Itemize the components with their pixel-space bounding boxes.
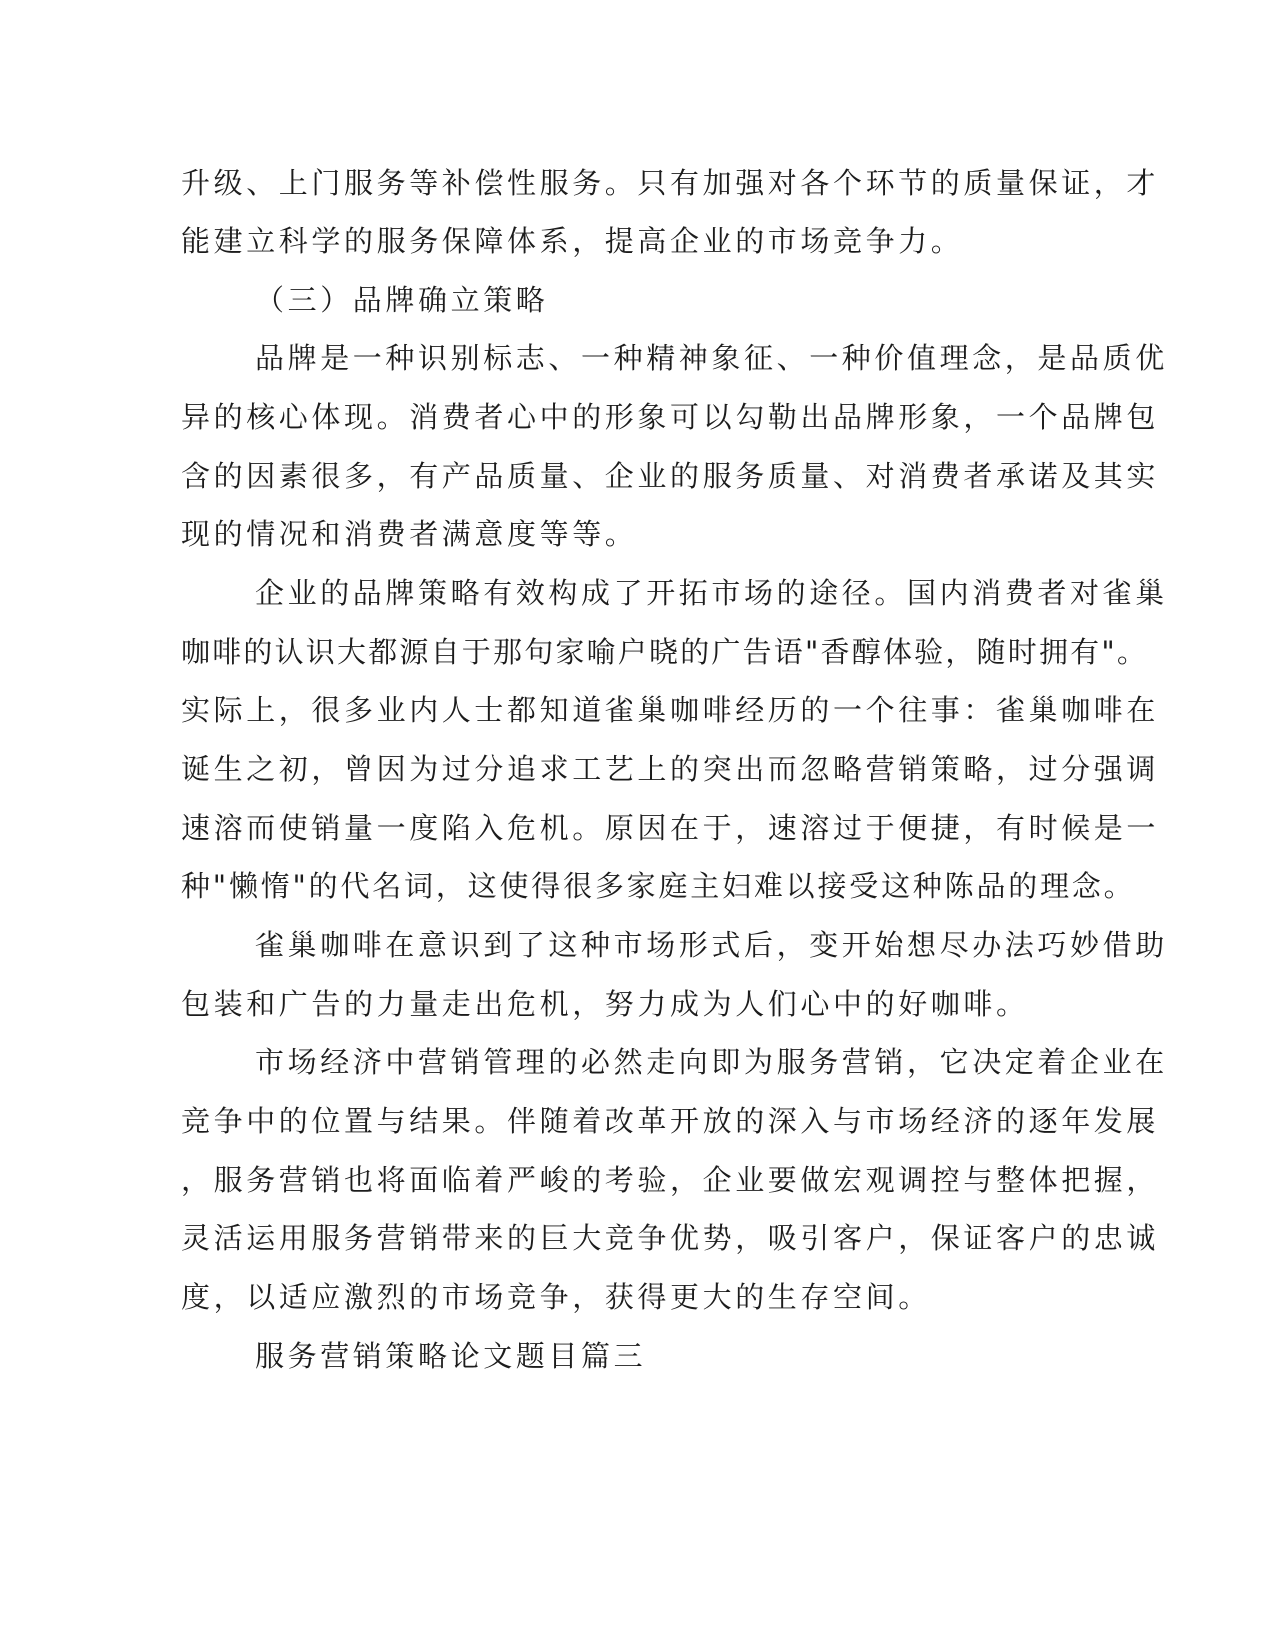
text-line-9: 咖啡的认识大都源自于那句家喻户晓的广告语"香醇体验，随时拥有"。 (181, 635, 1149, 669)
text-line-13: 种"懒惰"的代名词，这使得很多家庭主妇难以接受这种陈品的理念。 (181, 869, 1136, 903)
text-line-4: 品牌是一种识别标志、一种精神象征、一种价值理念，是品质优 (255, 341, 1168, 375)
text-line-5: 异的核心体现。消费者心中的形象可以勾勒出品牌形象，一个品牌包 (181, 400, 1160, 434)
text-line-1: 升级、上门服务等补偿性服务。只有加强对各个环节的质量保证，才 (181, 166, 1160, 200)
text-line-20: 度，以适应激烈的市场竞争，获得更大的生存空间。 (181, 1280, 931, 1314)
section-heading: （三）品牌确立策略 (255, 283, 549, 317)
text-line-2: 能建立科学的服务保障体系，提高企业的市场竞争力。 (181, 224, 964, 258)
text-line-15: 包装和广告的力量走出危机，努力成为人们心中的好咖啡。 (181, 987, 1029, 1021)
closing-heading: 服务营销策略论文题目篇三 (255, 1339, 647, 1373)
text-line-11: 诞生之初，曾因为过分追求工艺上的突出而忽略营销策略，过分强调 (181, 752, 1160, 786)
text-line-12: 速溶而使销量一度陷入危机。原因在于，速溶过于便捷，有时候是一 (181, 811, 1160, 845)
text-line-17: 竞争中的位置与结果。伴随着改革开放的深入与市场经济的逐年发展 (181, 1104, 1160, 1138)
text-line-19: 灵活运用服务营销带来的巨大竞争优势，吸引客户，保证客户的忠诚 (181, 1221, 1160, 1255)
text-line-8: 企业的品牌策略有效构成了开拓市场的途径。国内消费者对雀巢 (255, 576, 1168, 610)
text-line-18: ，服务营销也将面临着严峻的考验，企业要做宏观调控与整体把握， (181, 1163, 1160, 1197)
text-line-16: 市场经济中营销管理的必然走向即为服务营销，它决定着企业在 (255, 1045, 1168, 1079)
text-line-14: 雀巢咖啡在意识到了这种市场形式后，变开始想尽办法巧妙借助 (255, 928, 1168, 962)
text-line-6: 含的因素很多，有产品质量、企业的服务质量、对消费者承诺及其实 (181, 459, 1160, 493)
text-line-10: 实际上，很多业内人士都知道雀巢咖啡经历的一个往事：雀巢咖啡在 (181, 693, 1160, 727)
text-line-7: 现的情况和消费者满意度等等。 (181, 517, 638, 551)
